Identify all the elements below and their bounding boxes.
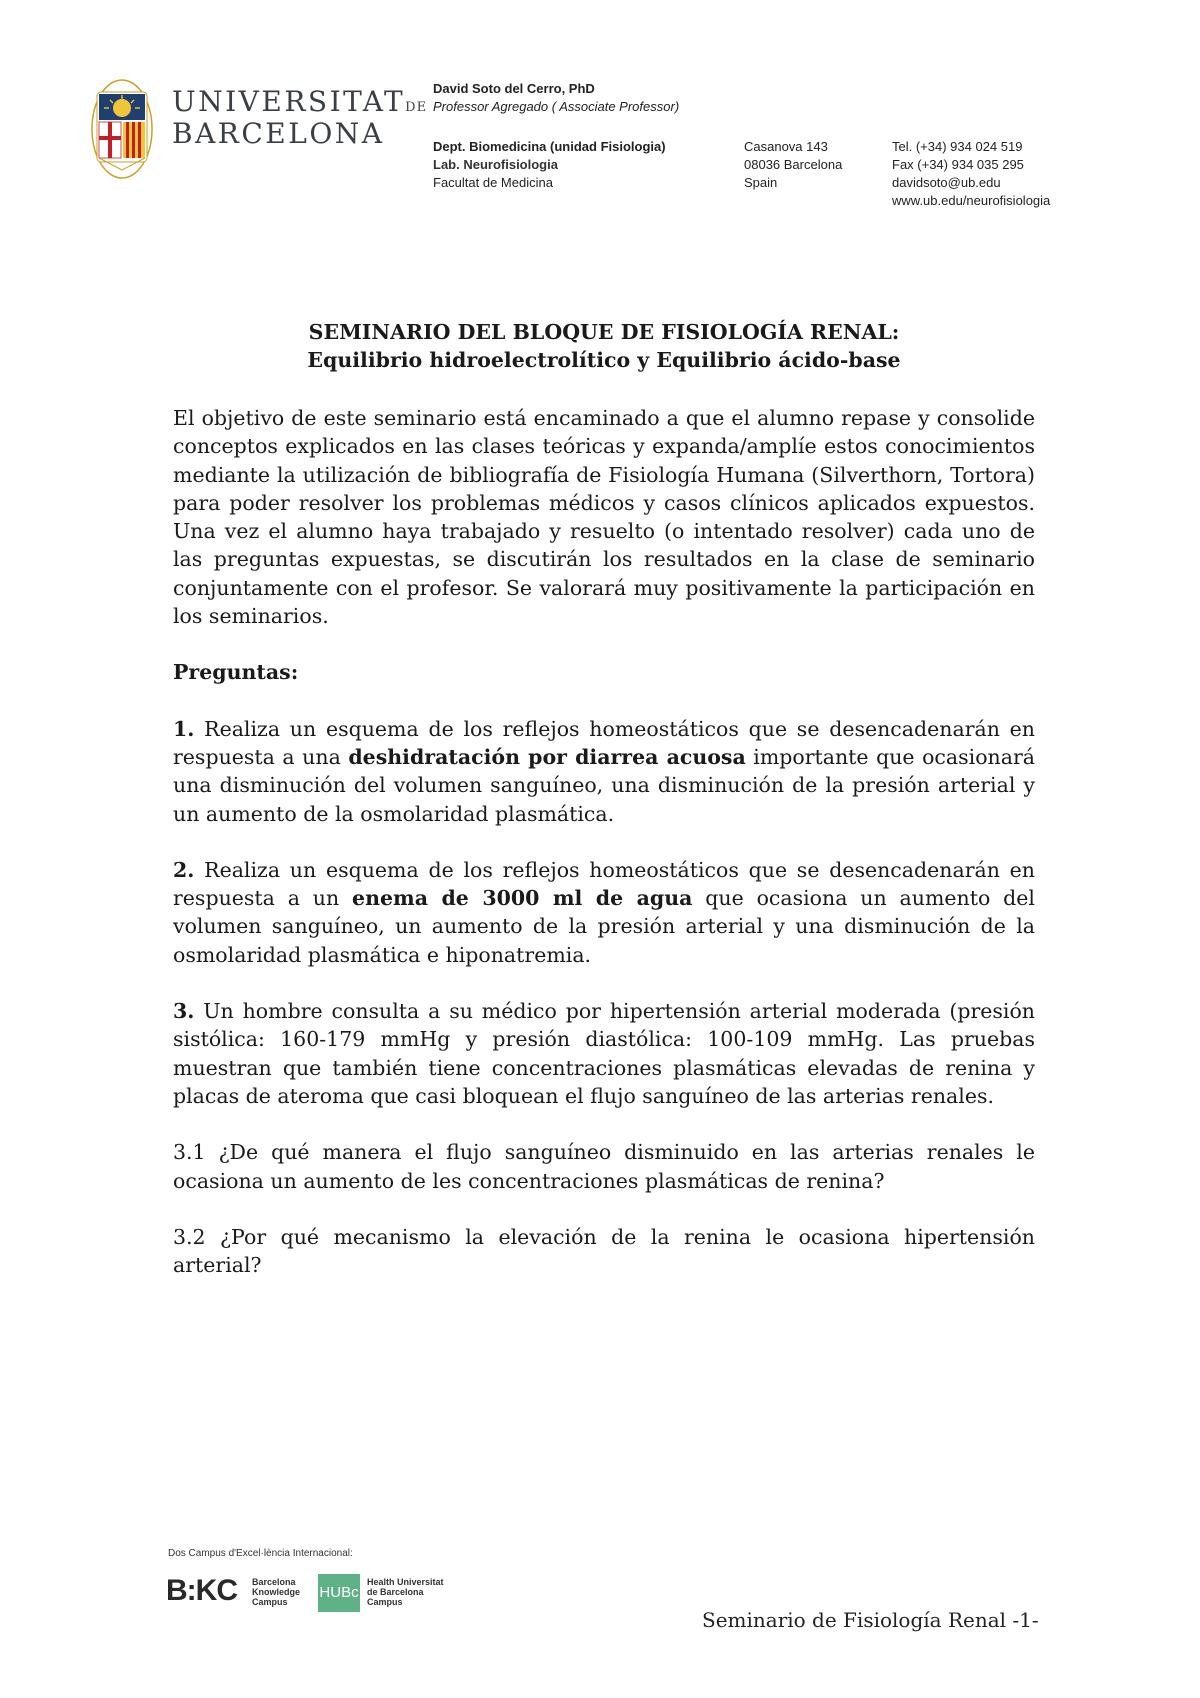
university-name-line1 xyxy=(172,85,427,118)
address-country: Spain xyxy=(744,175,778,190)
university-seal-logo xyxy=(90,78,154,180)
address-city: 08036 Barcelona xyxy=(744,157,843,172)
intro-paragraph: El objetivo de este seminario está encaminado a que el alumno repase y consolide conceptos explicados en las clases teóricas y expanda/amplíe estos conocimientos mediante la utilización de bibliografía de Fisiología Humana (Silverthorn, Tortora) para poder resolver los problemas médicos y casos clínicos aplicados expuestos. Una vez el alumno haya trabajado y resuelto (o intentado resolver) cada uno de las preguntas expuestas, se discutirán los resultados en la clase de seminario conjuntamente con el profesor. Se valorará muy positivamente la participación en los seminarios. xyxy=(173,406,1035,629)
hubc-text xyxy=(367,1577,444,1607)
page-footer: Seminario de Fisiología Renal -1- xyxy=(702,1608,1039,1632)
question-1-number: 1. xyxy=(173,716,195,741)
question-1-text-post: importante que ocasionará una disminución del volumen sanguíneo, una disminución de la presión arterial y un aumento de la osmolaridad plasmática. xyxy=(173,744,1035,826)
bkc-text-line3: Campus xyxy=(252,1597,288,1607)
address-street: Casanova 143 xyxy=(744,139,828,154)
question-3-text: Un hombre consulta a su médico por hipertensión arterial moderada (presión sistólica: 160-179 mmHg y presión diastólica: 100-109 mmHg. Las pruebas muestran que también tiene concentraciones plasmáticas elevadas de renina y placas de ateroma que casi bloquean el flujo sanguíneo de las arterias renales. xyxy=(173,999,1035,1108)
contact-block xyxy=(892,138,1050,210)
question-2-text-post: que ocasiona un aumento del volumen sanguíneo, un aumento de la presión arterial y una disminución de la osmolaridad plasmática e hiponatremia. xyxy=(173,886,1035,967)
author-block xyxy=(433,80,679,116)
lab-line: Lab. Neurofisiologia xyxy=(433,157,558,172)
faculty-line: Facultat de Medicina xyxy=(433,175,553,190)
question-3-2: 3.2 ¿Por qué mecanismo la elevación de la renina le ocasiona hipertensión arterial? xyxy=(173,1224,1035,1278)
hubc-text-line2: de Barcelona xyxy=(367,1587,424,1597)
bkc-logo: B:KC xyxy=(166,1574,237,1607)
fax: Fax (+34) 934 035 295 xyxy=(892,157,1024,172)
phone: Tel. (+34) 934 024 519 xyxy=(892,139,1023,154)
question-1-text-pre: Realiza un esquema de los reflejos homeostáticos que se desencadenarán en respuesta a una xyxy=(173,716,1035,769)
address-block xyxy=(744,138,842,192)
bkc-text-line1: Barcelona xyxy=(252,1577,296,1587)
hubc-text-line3: Campus xyxy=(367,1597,403,1607)
email-link[interactable]: davidsoto@ub.edu xyxy=(892,175,1001,190)
question-2-text-pre: Realiza un esquema de los reflejos homeostáticos que se desencadenarán en respuesta a un xyxy=(173,857,1035,911)
author-position: Professor Agregado ( Associate Professor) xyxy=(433,99,680,114)
question-3 xyxy=(173,997,1035,1110)
question-2-bold: enema de 3000 ml de agua xyxy=(352,886,693,911)
university-name-line2: BARCELONA xyxy=(172,117,385,150)
bkc-text xyxy=(252,1577,300,1607)
hubc-text-line1: Health Universitat xyxy=(367,1577,444,1587)
question-2 xyxy=(173,856,1035,969)
campus-caption: Dos Campus d'Excel·lència Internacional: xyxy=(168,1548,353,1559)
university-name-universitat: UNIVERSITAT xyxy=(172,85,406,118)
department-line: Dept. Biomedicina (unidad Fisiologia) xyxy=(433,139,666,154)
seminar-body xyxy=(173,404,1035,1279)
seminar-title xyxy=(173,318,1035,375)
question-3-1: 3.1 ¿De qué manera el flujo sanguíneo disminuido en las arterias renales le ocasiona un aumento de les concentraciones plasmáticas de renina? xyxy=(173,1140,1035,1193)
university-name-de: DE xyxy=(405,100,428,115)
preguntas-heading: Preguntas: xyxy=(173,660,299,685)
hubc-logo: HUBc xyxy=(318,1574,360,1612)
title-line2: Equilibrio hidroelectrolítico y Equilibrio ácido-base xyxy=(307,348,901,373)
author-name: David Soto del Cerro, PhD xyxy=(433,81,595,96)
question-1-bold: deshidratación por diarrea acuosa xyxy=(348,744,746,769)
website-link[interactable]: www.ub.edu/neurofisiologia xyxy=(892,193,1051,208)
title-line1: SEMINARIO DEL BLOQUE DE FISIOLOGÍA RENAL: xyxy=(308,320,900,344)
question-2-number: 2. xyxy=(173,857,195,882)
department-block xyxy=(433,138,666,192)
question-3-number: 3. xyxy=(173,999,195,1024)
bkc-text-line2: Knowledge xyxy=(252,1587,301,1597)
question-1 xyxy=(173,715,1035,828)
